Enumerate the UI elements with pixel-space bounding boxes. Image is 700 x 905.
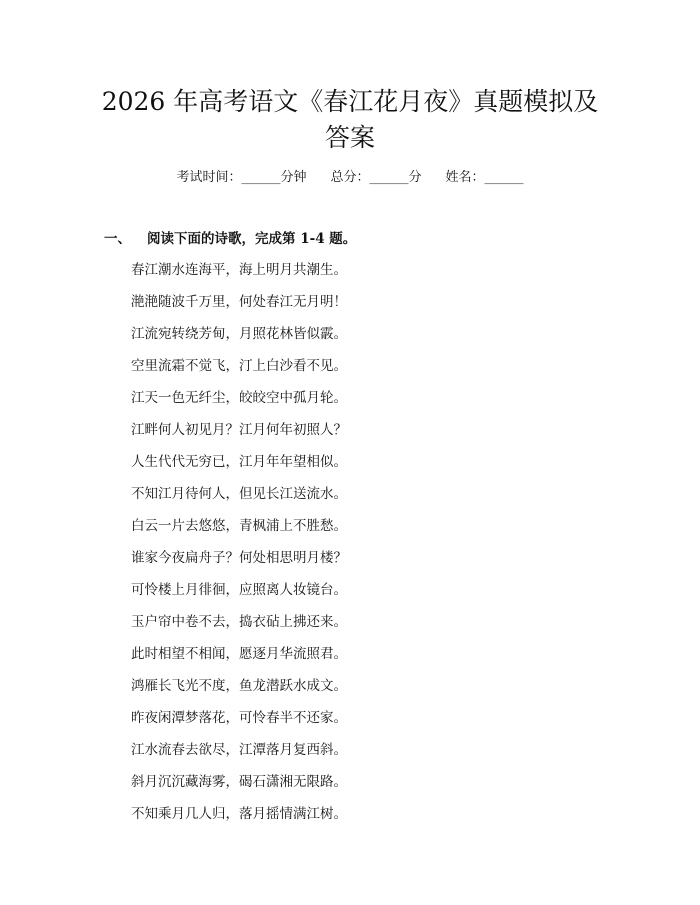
question-heading (104, 229, 356, 249)
poem-line: 白云一片去悠悠，青枫浦上不胜愁。 (131, 518, 347, 534)
poem-line: 江流宛转绕芳甸，月照花林皆似霰。 (131, 326, 347, 342)
poem-line: 昨夜闲潭梦落花，可怜春半不还家。 (131, 710, 347, 726)
poem-line: 鸿雁长飞光不度，鱼龙潜跃水成文。 (131, 678, 347, 694)
question-number: 一、 (104, 231, 131, 247)
total-score-field: 总分：______分 (330, 170, 422, 185)
poem-line: 玉户帘中卷不去，捣衣砧上拂还来。 (131, 614, 347, 630)
poem-line: 江水流春去欲尽，江潭落月复西斜。 (131, 742, 347, 758)
exam-info (0, 168, 700, 188)
poem-line: 不知乘月几人归，落月摇情满江树。 (131, 806, 347, 822)
poem-line: 可怜楼上月徘徊，应照离人妆镜台。 (131, 582, 347, 598)
poem-line: 江畔何人初见月？江月何年初照人？ (131, 422, 347, 438)
poem-line: 春江潮水连海平，海上明月共潮生。 (131, 262, 347, 278)
poem-line: 谁家今夜扁舟子？何处相思明月楼？ (131, 550, 347, 566)
poem-line: 此时相望不相闻，愿逐月华流照君。 (131, 646, 347, 662)
poem-line: 人生代代无穷已，江月年年望相似。 (131, 454, 347, 470)
poem-line: 斜月沉沉藏海雾，碣石潇湘无限路。 (131, 774, 347, 790)
exam-time-field: 考试时间：______分钟 (176, 170, 307, 185)
poem-line: 空里流霜不觉飞，汀上白沙看不见。 (131, 358, 347, 374)
poem-line: 滟滟随波千万里，何处春江无月明！ (131, 294, 347, 310)
poem-line: 不知江月待何人，但见长江送流水。 (131, 486, 347, 502)
question-prompt: 阅读下面的诗歌，完成第 1-4 题。 (147, 231, 357, 247)
poem-line: 江天一色无纤尘，皎皎空中孤月轮。 (131, 390, 347, 406)
document-title-line-2: 答案 (324, 123, 375, 152)
poem-lines (131, 260, 347, 836)
student-name-field: 姓名：______ (445, 170, 524, 185)
document-title-line-1: 2026 年高考语文《春江花月夜》真题模拟及 (101, 87, 599, 116)
